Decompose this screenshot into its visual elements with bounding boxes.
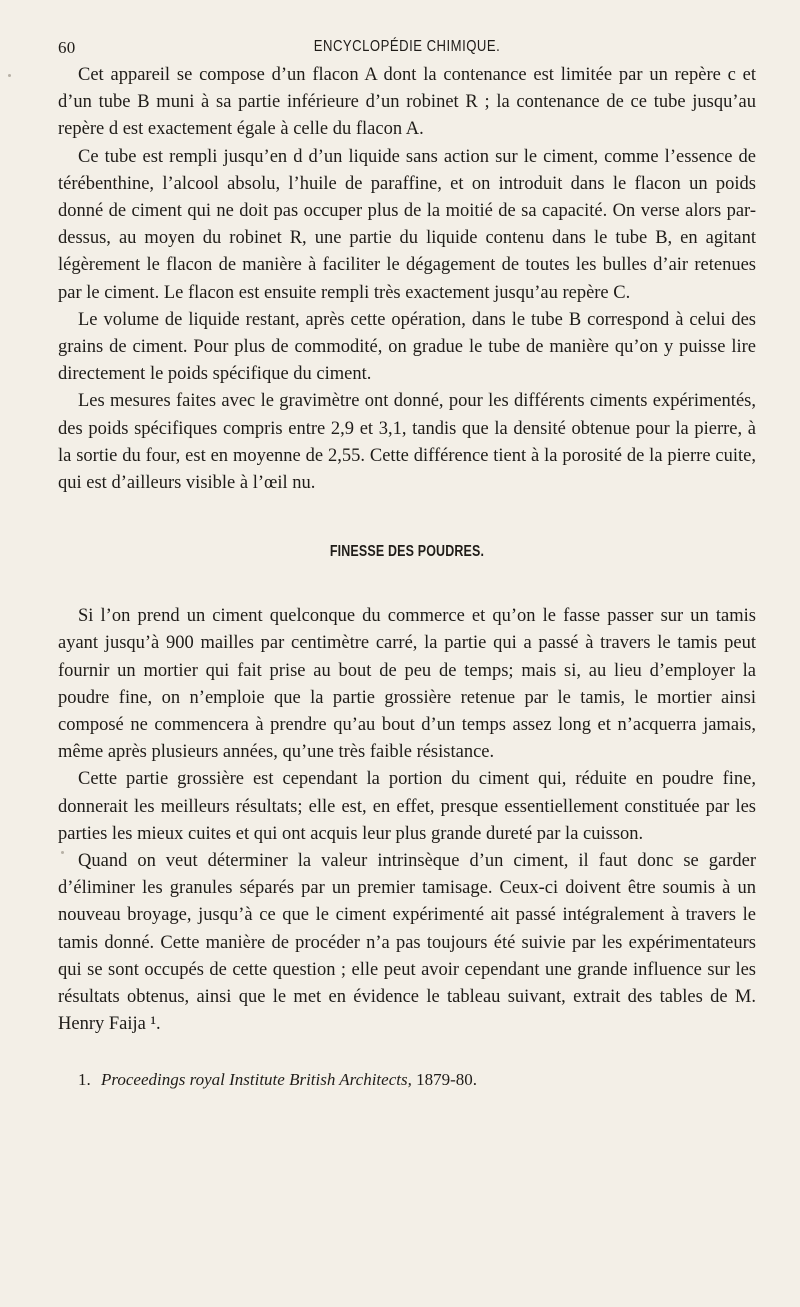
section-paragraph-2: Cette partie grossière est cependant la portion du ciment qui, réduite en poudre fine, donnerait les meilleurs résultats; elle est, en effet, presque essentiellement constituée par les parties les mieux cuites et qui ont acquis leur plus grande dureté par la cuisson. [58, 769, 756, 844]
body-paragraph-2: Ce tube est rempli jusqu’en d d’un liquide sans action sur le ciment, comme l’essence de térébenthine, l’alcool absolu, l’huile de paraffine, et on introduit dans le flacon un poids donné de ciment qui ne doit pas occuper plus de la moitié de sa capacité. On verse alors par-dessus, au moyen du robinet R, une partie du liquide contenu dans le tube B, en agitant légèrement le flacon de manière à faciliter le dégagement de toutes les bulles d’air retenues par le ciment. Le flacon est ensuite rempli très exactement jusqu’au repère C. [58, 146, 756, 303]
page-speck [8, 74, 11, 77]
article-body [58, 62, 756, 1039]
journal-title: ENCYCLOPÉDIE CHIMIQUE. [313, 38, 501, 55]
footnote-year: 1879-80. [416, 1069, 478, 1089]
footnote-number: 1. [78, 1069, 91, 1089]
section-title: FINESSE DES POUDRES. [329, 543, 485, 561]
section-paragraph-1: Si l’on prend un ciment quelconque du commerce et qu’on le fasse passer sur un tamis ayant jusqu’à 900 mailles par centimètre carré, la partie qui a passé à travers le tamis peut fournir un mortier qui fait prise au bout de peu de temps; mais si, au lieu d’employer la poudre fine, on n’emploie que la partie grossière retenue par le tamis, le mortier ainsi composé ne commencera à prendre qu’au bout d’un temps assez long et n’acquerra jamais, même après plusieurs années, qu’une très faible résistance. [58, 606, 756, 763]
footnote-title: Proceedings royal Institute British Architects, [101, 1069, 412, 1089]
page-number: 60 [58, 38, 76, 57]
body-paragraph-4: Les mesures faites avec le gravimètre ont donné, pour les différents ciments expérimentés, des poids spécifiques compris entre 2,9 et 3,1, tandis que la densité obtenue pour la pierre, à la sortie du four, est en moyenne de 2,55. Cette différence tient à la porosité de la pierre cuite, qui est d’ailleurs visible à l’œil nu. [58, 391, 756, 494]
section-paragraph-3: Quand on veut déterminer la valeur intrinsèque d’un ciment, il faut donc se garder d’éliminer les granules séparés par un premier tamisage. Ceux-ci doivent être soumis à un nouveau broyage, jusqu’à ce que le ciment expérimenté ait passé intégralement à travers le tamis donné. Cette manière de procéder n’a pas toujours été suivie par les expérimentateurs qui se sont occupés de cette question ; elle peut avoir cependant une grande influence sur les résultats obtenus, ainsi que le met en évidence le tableau suivant, extrait des tables de M. Henry Faija ¹. [58, 851, 756, 1035]
running-head [58, 38, 756, 62]
document-page [58, 38, 756, 1091]
footnote [58, 1069, 756, 1091]
body-paragraph-3: Le volume de liquide restant, après cette opération, dans le tube B correspond à celui des grains de ciment. Pour plus de commodité, on gradue le tube de manière qu’on y puisse lire directement le poids spécifique du ciment. [58, 309, 756, 385]
body-paragraph-1: Cet appareil se compose d’un flacon A dont la contenance est limitée par un repère c et d’un tube B muni à sa partie inférieure d’un robinet R ; la contenance de ce tube jusqu’au repère d est exactement égale à celle du flacon A. [58, 65, 756, 140]
